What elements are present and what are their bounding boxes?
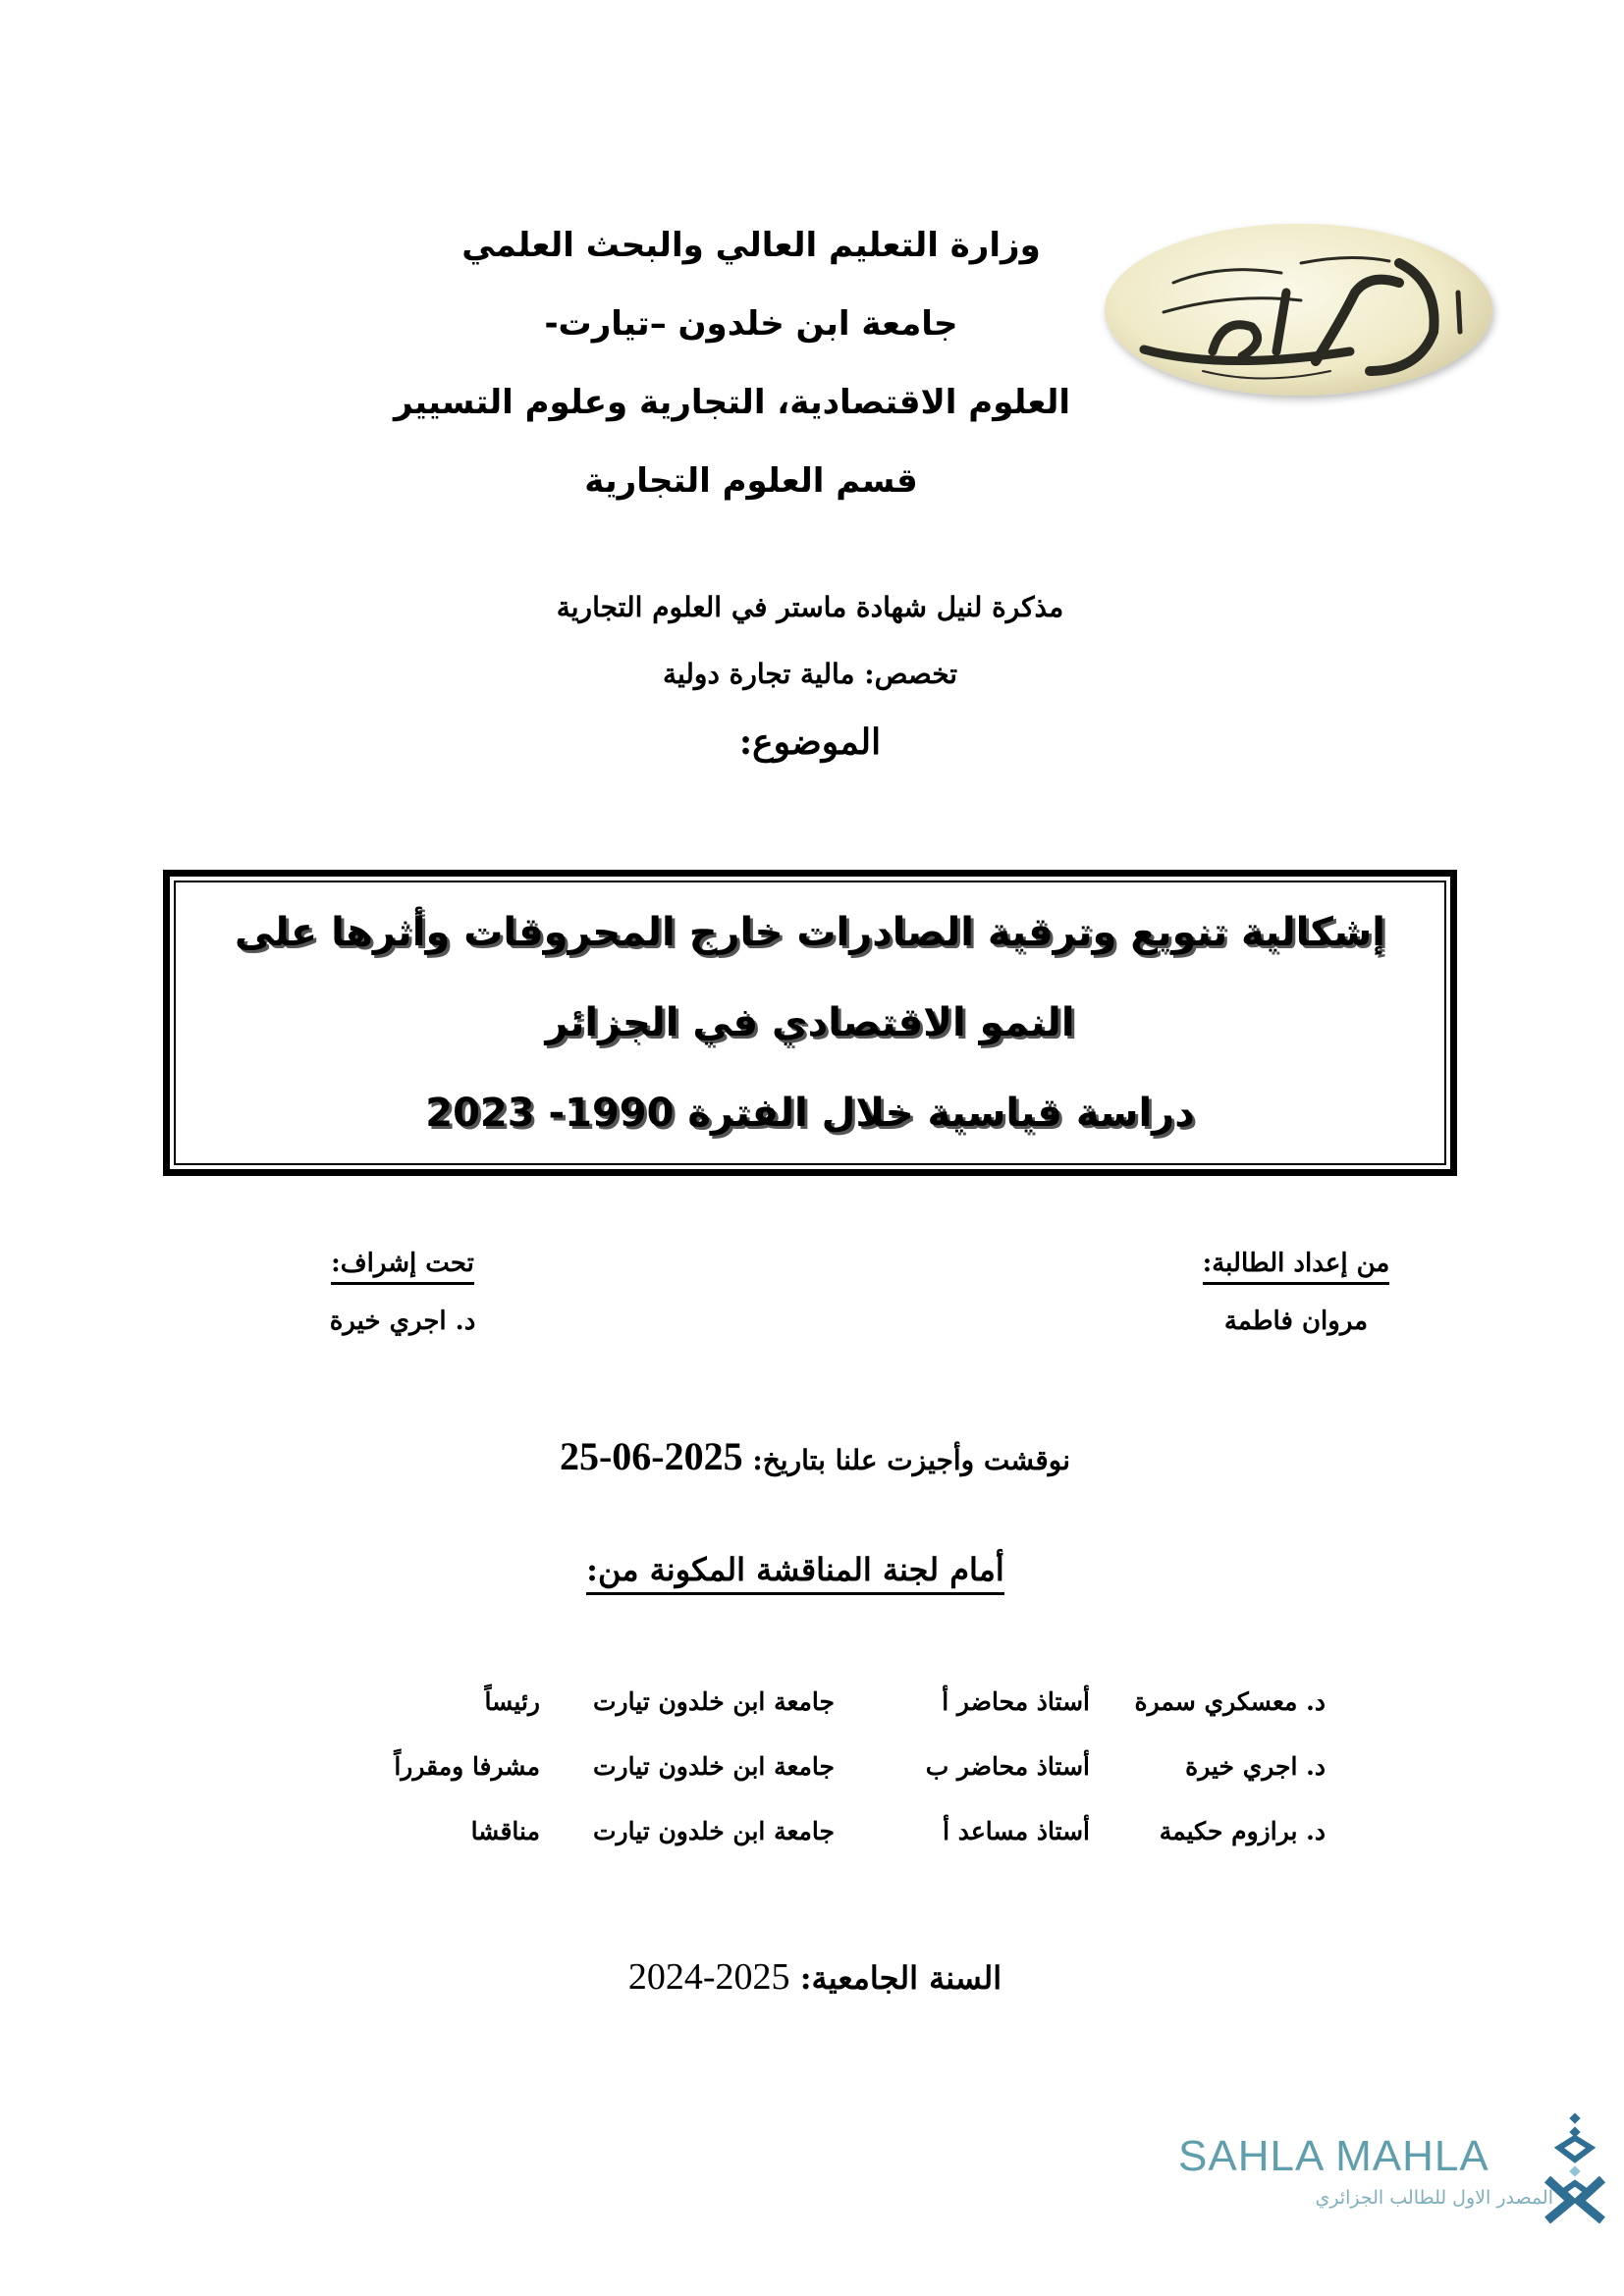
university-logo <box>1105 224 1492 396</box>
topic-label: الموضوع: <box>738 721 882 763</box>
member-university: جامعة ابن خلدون تيارت <box>593 1686 835 1716</box>
member-name: د. برازوم حكيمة <box>1159 1816 1326 1845</box>
author-label: من إعداد الطالبة: <box>1203 1249 1390 1285</box>
member-rank: أستاذ مساعد أ <box>943 1816 1090 1845</box>
committee-heading <box>530 1551 1060 1595</box>
thesis-title-line-2: النمو الاقتصادي في الجزائر <box>545 1000 1075 1045</box>
committee-row <box>226 1669 1326 1734</box>
sahla-mahla-watermark <box>1168 2110 1610 2228</box>
member-university: جامعة ابن خلدون تيارت <box>593 1751 835 1781</box>
specialization: تخصص: مالية تجارة دولية <box>662 658 958 690</box>
calligraphy-emblem-icon <box>1105 224 1492 396</box>
defense-date-line <box>412 1433 1218 1479</box>
defense-date: 2025-06-25 <box>559 1434 743 1478</box>
watermark-brand: SAHLA MAHLA <box>1178 2132 1489 2180</box>
university-name: جامعة ابن خلدون –تيارت- <box>544 304 958 344</box>
supervisor-block <box>285 1249 520 1336</box>
member-name: د. اجري خيرة <box>1185 1751 1326 1781</box>
member-role: مشرفا ومقرراً <box>394 1751 540 1781</box>
academic-year-label: السنة الجامعية: <box>799 1959 1002 1997</box>
thesis-title-box <box>163 870 1457 1176</box>
member-university: جامعة ابن خلدون تيارت <box>593 1816 835 1845</box>
faculty-name: العلوم الاقتصادية، التجارية وعلوم التسيير <box>393 383 1070 422</box>
department-name: قسم العلوم التجارية <box>584 461 918 501</box>
member-role: مناقشا <box>470 1816 540 1845</box>
degree-info <box>491 574 1129 776</box>
sahla-mahla-logo-icon <box>1542 2110 1610 2228</box>
academic-year-value: 2025-2024 <box>627 1956 790 1998</box>
institution-header <box>393 206 1070 520</box>
member-rank: أستاذ محاضر أ <box>942 1686 1090 1716</box>
ministry-name: وزارة التعليم العالي والبحث العلمي <box>461 226 1041 265</box>
thesis-title-line-1: إشكالية تنويع وترقية الصادرات خارج المحروقات وأثرها على <box>235 910 1385 955</box>
committee-title: أمام لجنة المناقشة المكونة من: <box>586 1551 1004 1595</box>
thesis-title-line-3: دراسة قياسية خلال الفترة 1990- 2023 <box>425 1091 1195 1136</box>
watermark-tagline: المصدر الاول للطالب الجزائري <box>1315 2187 1553 2209</box>
author-name: مروان فاطمة <box>1223 1307 1369 1336</box>
supervisor-label: تحت إشراف: <box>331 1249 474 1285</box>
member-name: د. معسكري سمرة <box>1134 1686 1326 1716</box>
academic-year-line <box>550 1955 1080 1999</box>
member-role: رئيساً <box>484 1686 540 1716</box>
author-block <box>1168 1249 1424 1336</box>
committee-row <box>226 1798 1326 1863</box>
committee-row <box>226 1734 1326 1798</box>
committee-table <box>226 1669 1326 1863</box>
defense-label: نوقشت وأجيزت علنا بتاريخ: <box>752 1444 1071 1476</box>
supervisor-name: د. اجري خيرة <box>329 1307 476 1336</box>
degree-statement: مذكرة لنيل شهادة ماستر في العلوم التجارية <box>556 591 1064 623</box>
member-rank: أستاذ محاضر ب <box>925 1751 1090 1781</box>
